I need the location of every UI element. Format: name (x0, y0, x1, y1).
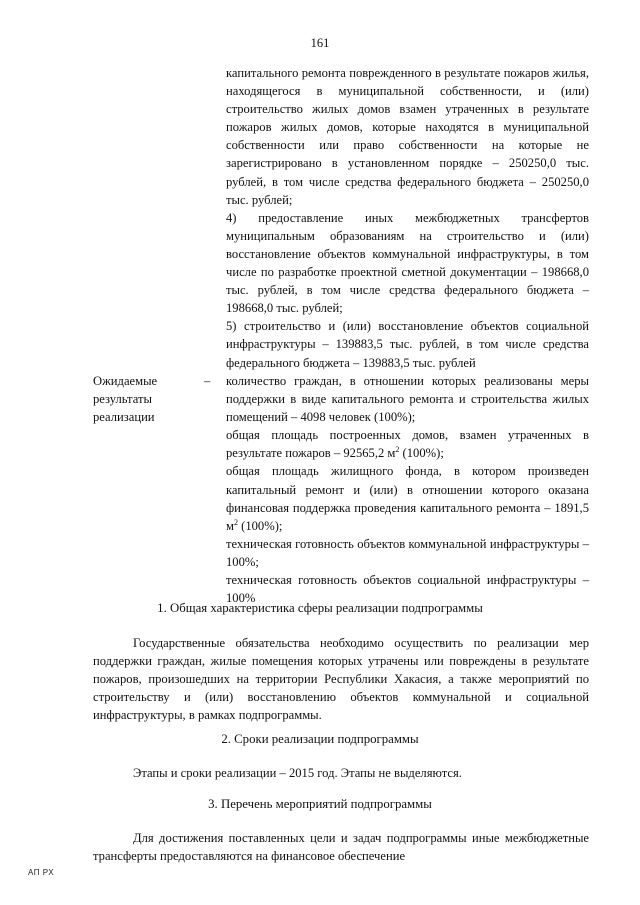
result-item: общая площадь построенных домов, взамен утраченных в результате пожаров – 92565,2 $м^2$ (100%); (226, 428, 589, 461)
section-text-activities: Для достижения поставленных цели и задач подпрограммы иные межбюджетные трансферты предоставляются на финансовое обеспечение (93, 831, 589, 863)
financing-paragraph: капитального ремонта поврежденного в результате пожаров жилья, находящегося в муниципальной собственности, и (или) строительство жилых домов взамен утраченных в результате пожаров жилых домов, которые находятся в муниципальной собственности или право собственности на которые не зарегистрировано в установленном порядке – 250250,0 тыс. рублей, в том числе средства федерального бюджета – 250250,0 тыс. рублей; (226, 66, 589, 207)
financing-paragraph: 5) строительство и (или) восстановление объектов социальной инфраструктуры – 139883,5 тыс. рублей, в том числе средства федерального бюджета – 139883,5 тыс. рублей (226, 319, 589, 370)
financing-details (226, 64, 589, 372)
footer-code: АП РХ (28, 868, 55, 877)
results-dash: – (204, 374, 211, 388)
section-heading-characteristics: 1. Общая характеристика сферы реализации подпрограммы (157, 601, 483, 615)
result-item: общая площадь жилищного фонда, в котором произведен капитальный ремонт и (или) в отношении которого оказана финансовая поддержка проведения капитального ремонта – 1891,5 $м^2$ (100%); (226, 464, 589, 533)
results-label: Ожидаемые результаты реализации (93, 374, 158, 425)
section-text-timeline: Этапы и сроки реализации – 2015 год. Этапы не выделяются. (133, 766, 462, 780)
section-heading-timeline: 2. Сроки реализации подпрограммы (221, 732, 419, 746)
result-item: количество граждан, в отношении которых реализованы меры поддержки в виде капитального ремонта и строительства жилых помещений – 4098 человек (100%); (226, 374, 589, 425)
page-number: 161 (310, 36, 330, 50)
result-item: техническая готовность объектов коммунальной инфраструктуры – 100%; (226, 536, 589, 569)
result-item: техническая готовность объектов социальной инфраструктуры – 100% (226, 573, 589, 606)
section-heading-activities: 3. Перечень мероприятий подпрограммы (208, 797, 432, 811)
financing-paragraph: 4) предоставление иных межбюджетных трансфертов муниципальным образованиям на строительство и (или) восстановление объектов коммунальной инфраструктуры, в том числе по разработке проектной сметной документации – 198668,0 тыс. рублей, в том числе средства федерального бюджета – 198668,0 тыс. рублей; (226, 210, 589, 316)
section-text-characteristics: Государственные обязательства необходимо осуществить по реализации мер поддержки граждан, жилые помещения которых утрачены или повреждены в результате пожаров, произошедших на территории Республики Хакасия, а также мероприятий по строительству и (или) восстановлению объектов коммунальной и социальной инфраструктуры, в рамках подпрограммы. (93, 636, 589, 722)
expected-results (226, 372, 589, 607)
